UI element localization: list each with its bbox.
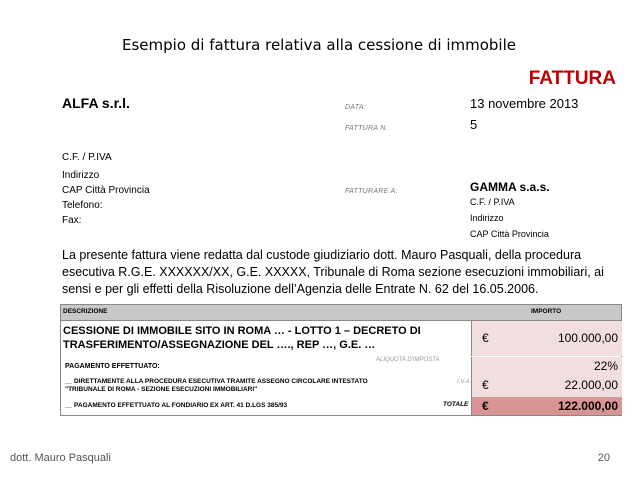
total-amount-cell bbox=[471, 397, 622, 415]
issuer-address-block bbox=[62, 168, 150, 228]
page-number: 20 bbox=[597, 452, 610, 464]
vat-amount: 22.000,00 bbox=[564, 378, 618, 392]
invoice-doc-label: FATTURA bbox=[528, 68, 616, 89]
vat-amount-cell bbox=[471, 375, 622, 397]
invoice-table bbox=[60, 304, 622, 416]
item-amount-cell bbox=[471, 321, 622, 356]
recipient-label: FATTURARE A: bbox=[345, 188, 398, 195]
vat-rate-cell bbox=[471, 357, 622, 375]
issuer-address-line: Indirizzo bbox=[62, 170, 100, 181]
invoice-number-value: 5 bbox=[470, 117, 478, 132]
issuer-phone-line: Telefono: bbox=[62, 200, 103, 211]
item-currency: € bbox=[482, 331, 489, 345]
header-amount: IMPORTO bbox=[531, 308, 562, 315]
vat-label: I.V.A. bbox=[457, 379, 472, 385]
table-row-total bbox=[61, 397, 621, 415]
recipient-details bbox=[470, 194, 549, 242]
slide-title: Esempio di fattura relativa alla cessione di immobile bbox=[122, 36, 516, 54]
recipient-address: Indirizzo bbox=[470, 213, 504, 223]
invoice-number-label: FATTURA N. bbox=[345, 125, 388, 132]
issuer-city-line: CAP Città Provincia bbox=[62, 185, 150, 196]
recipient-name: GAMMA s.a.s. bbox=[470, 180, 550, 194]
intro-paragraph: La presente fattura viene redatta dal custode giudiziario dott. Mauro Pasquali, della procedura esecutiva R.G.E. XXXXXX/XX, G.E. XXXXX, Tribunale di Roma sezione esecuzioni immobiliari, ai sensi e per gli effetti della Risoluzione dell’Agenzia delle Entrate N. 62 del 16.05.2006. bbox=[62, 248, 604, 296]
vat-currency: € bbox=[482, 378, 489, 392]
issuer-tax-id: C.F. / P.IVA bbox=[62, 152, 112, 163]
item-amount: 100.000,00 bbox=[557, 331, 618, 345]
payment-label: PAGAMENTO EFFETTUATO: bbox=[65, 363, 160, 370]
recipient-city: CAP Città Provincia bbox=[470, 229, 549, 239]
total-amount: 122.000,00 bbox=[557, 399, 618, 413]
issuer-name: ALFA s.r.l. bbox=[62, 95, 130, 111]
header-description: DESCRIZIONE bbox=[63, 308, 108, 315]
footer-author: dott. Mauro Pasquali bbox=[10, 452, 111, 464]
date-value: 13 novembre 2013 bbox=[470, 96, 579, 111]
table-row-vat-rate bbox=[61, 357, 621, 375]
vat-rate: 22% bbox=[593, 359, 618, 373]
table-header-row bbox=[61, 305, 621, 321]
payment-option-1: __ DIRETTAMENTE ALLA PROCEDURA ESECUTIVA TRAMITE ASSEGNO CIRCOLARE INTESTATO "TRIBUNALE DI ROMA - SEZIONE ESECUZIONI IMMOBILIARI" bbox=[65, 378, 368, 393]
item-description: CESSIONE DI IMMOBILE SITO IN ROMA … - LOTTO 1 – DECRETO DI TRASFERIMENTO/ASSEGNAZIONE DEL …., REP …, G.E. … bbox=[63, 325, 421, 351]
table-row-vat bbox=[61, 375, 621, 397]
vat-rate-label: ALIQUOTA D'IMPOSTA bbox=[376, 357, 440, 363]
total-currency: € bbox=[482, 399, 489, 413]
recipient-tax-id: C.F. / P.IVA bbox=[470, 197, 515, 207]
table-row-item bbox=[61, 321, 621, 356]
date-label: DATA: bbox=[345, 104, 367, 111]
payment-option-2: __ PAGAMENTO EFFETTUATO AL FONDIARIO EX ART. 41 D.LGS 385/93 bbox=[65, 402, 288, 409]
issuer-fax-line: Fax: bbox=[62, 215, 82, 226]
total-label: TOTALE bbox=[443, 401, 469, 408]
